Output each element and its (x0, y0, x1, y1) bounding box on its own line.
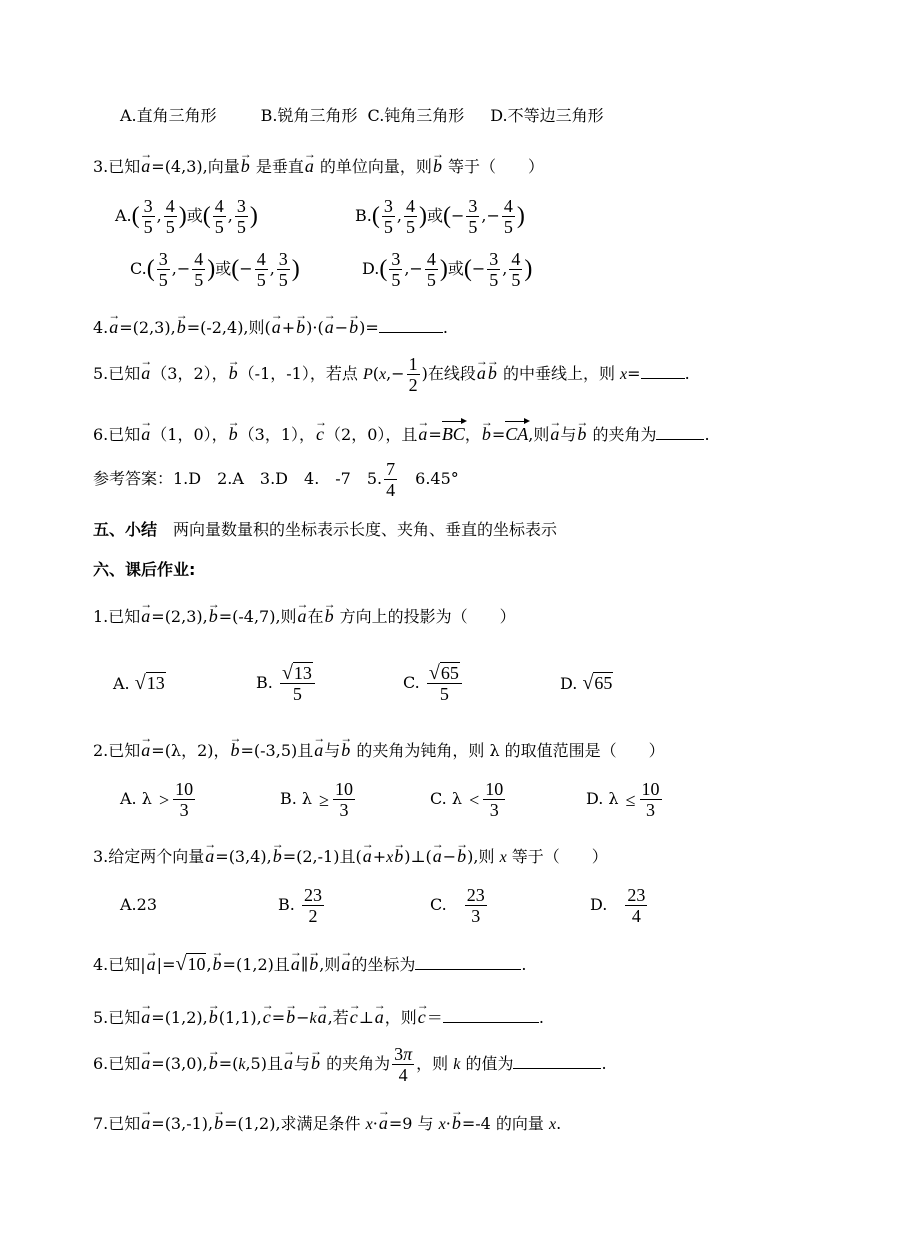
q3-option-c: C.( $\frac{3}{5}$ ,− $\frac{4}{5}$ )或(− $\frac{4}{5}$ , $\frac{3}{5}$ ) (130, 249, 300, 290)
homework-5: 5.已知→ a=(1,2),→ b(1,1),→ c=→ b−k→ a,若→ c⊥→ a，则→ c＝ . (93, 1006, 544, 1029)
question-3: 3.已知→ a=(4,3),向量→ b 是垂直→ a 的单位向量，则→ b 等于（ ） (93, 156, 544, 177)
reference-answers: 参考答案：1.D 2.A 3.D 4. -7 5. $\frac{7}{4}$ 6.45° (93, 459, 459, 500)
question-4: 4.→ a=(2,3),→ b=(-2,4),则(→ a+→ b)·(→ a−→ b)= . (93, 316, 448, 338)
section-title: 六、课后作业: (93, 560, 196, 579)
answer-blank[interactable] (415, 953, 521, 970)
section-summary: 五、小结 两向量数量积的坐标表示长度、夹角、垂直的坐标表示 (93, 520, 558, 539)
vector-a: → a (304, 156, 315, 176)
vector-a: → a (140, 156, 151, 176)
vector-b: → b (432, 156, 443, 176)
homework-1: 1.已知→ a=(2,3),→ b=(-4,7),则→ a在→ b 方向上的投影为（ ） (93, 606, 516, 627)
answer-blank[interactable] (641, 362, 685, 379)
homework-4: 4.已知|→ a|=√10,→ b=(1,2)且→ a∥→ b,则→ a的坐标为 . (93, 953, 526, 975)
q2-option-a: A.直角三角形 (120, 106, 217, 125)
answer-blank[interactable] (379, 316, 443, 333)
homework-2: 2.已知→ a=(λ，2)，→ b=(-3,5)且→ a与→ b 的夹角为钝角，则 λ 的取值范围是（ ） (93, 740, 665, 761)
answer-blank[interactable] (443, 1006, 539, 1023)
q2-option-d: D.不等边三角形 (490, 106, 604, 125)
homework-3: 3.给定两个向量→ a=(3,4),→ b=(2,-1)且(→ a+x→ b)⊥(→ a−→ b),则 x 等于（ ） (93, 846, 608, 868)
homework-7: 7.已知→ a=(3,-1),→ b=(1,2),求满足条件 x·→ a=9 与 x·→ b=-4 的向量 x. (93, 1113, 561, 1135)
question-6: 6.已知→ a（1，0），→ b（3，1），→ c（2，0），且→ a=BC，→ b=CA,则→ a与→ b 的夹角为 . (93, 423, 710, 445)
q2-option-b: B.锐角三角形 (260, 106, 358, 125)
q3-option-d: D.( $\frac{3}{5}$ ,− $\frac{4}{5}$ )或(− $\frac{3}{5}$ , $\frac{4}{5}$ ) (362, 249, 533, 290)
section-homework (93, 560, 195, 580)
q3-option-a: A.( $\frac{3}{5}$ , $\frac{4}{5}$ )或( $\frac{4}{5}$ , $\frac{3}{5}$ ) (115, 196, 258, 237)
question-5: 5.已知→ a（3，2），→ b（-1，-1），若点 P(x,− $\frac{1}{2}$ )在线段→ a→ b 的中垂线上，则 x= . (93, 352, 690, 396)
q2-options (120, 106, 604, 126)
vector-b: → b (240, 156, 251, 176)
answer-blank[interactable] (656, 423, 704, 440)
q2-option-c: C.钝角三角形 (367, 106, 465, 125)
answer-blank[interactable] (513, 1052, 601, 1069)
section-title: 五、小结 (93, 520, 158, 539)
q3-option-b: B.( $\frac{3}{5}$ , $\frac{4}{5}$ )或(− $\frac{3}{5}$ ,− $\frac{4}{5}$ ) (355, 196, 525, 237)
homework-6: 6.已知→ a=(3,0),→ b=(k,5)且→ a与→ b 的夹角为 $\frac{3\pi}{4}$ ，则 k 的值为 . (93, 1040, 607, 1088)
